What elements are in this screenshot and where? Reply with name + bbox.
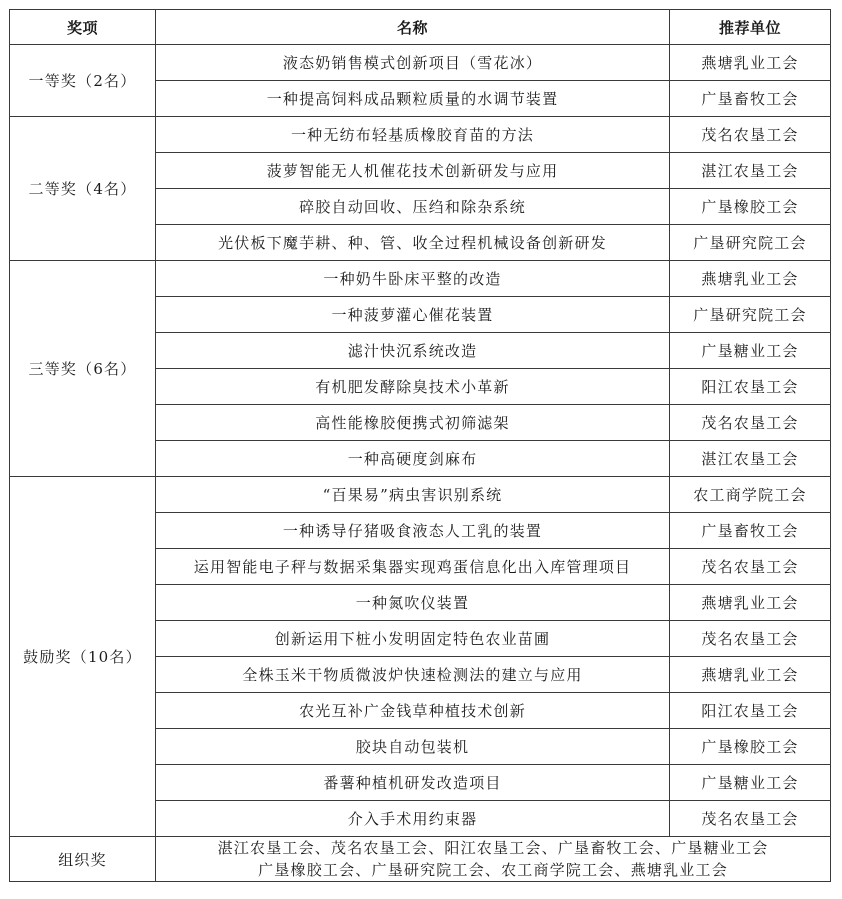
- recommending-unit-cell: 广垦研究院工会: [670, 225, 831, 261]
- project-name-cell: 有机肥发酵除臭技术小革新: [156, 369, 670, 405]
- organization-units: [156, 837, 831, 882]
- award-category-label: 鼓励奖（10名）: [10, 477, 156, 837]
- header-name: 名称: [156, 10, 670, 45]
- table-row: [10, 477, 831, 513]
- project-name-cell: 农光互补广金钱草种植技术创新: [156, 693, 670, 729]
- organization-units-line-1: 湛江农垦工会、茂名农垦工会、阳江农垦工会、广垦畜牧工会、广垦糖业工会: [217, 839, 769, 857]
- organization-units-line-2: 广垦橡胶工会、广垦研究院工会、农工商学院工会、燕塘乳业工会: [258, 861, 728, 879]
- project-name-cell: 番薯种植机研发改造项目: [156, 765, 670, 801]
- recommending-unit-cell: 广垦糖业工会: [670, 333, 831, 369]
- project-name-cell: 创新运用下桩小发明固定特色农业苗圃: [156, 621, 670, 657]
- awards-body: [10, 45, 831, 837]
- awards-table: [9, 9, 831, 882]
- recommending-unit-cell: 广垦橡胶工会: [670, 729, 831, 765]
- project-name-cell: 一种氮吹仪装置: [156, 585, 670, 621]
- recommending-unit-cell: 燕塘乳业工会: [670, 657, 831, 693]
- recommending-unit-cell: 广垦橡胶工会: [670, 189, 831, 225]
- recommending-unit-cell: 茂名农垦工会: [670, 801, 831, 837]
- recommending-unit-cell: 茂名农垦工会: [670, 621, 831, 657]
- project-name-cell: 一种诱导仔猪吸食液态人工乳的装置: [156, 513, 670, 549]
- recommending-unit-cell: 广垦糖业工会: [670, 765, 831, 801]
- project-name-cell: 胶块自动包装机: [156, 729, 670, 765]
- recommending-unit-cell: 农工商学院工会: [670, 477, 831, 513]
- recommending-unit-cell: 广垦畜牧工会: [670, 513, 831, 549]
- recommending-unit-cell: 湛江农垦工会: [670, 441, 831, 477]
- recommending-unit-cell: 阳江农垦工会: [670, 693, 831, 729]
- award-category-label: 三等奖（6名）: [10, 261, 156, 477]
- project-name-cell: 一种无纺布轻基质橡胶育苗的方法: [156, 117, 670, 153]
- award-category-label: 二等奖（4名）: [10, 117, 156, 261]
- recommending-unit-cell: 阳江农垦工会: [670, 369, 831, 405]
- project-name-cell: 一种菠萝灌心催花装置: [156, 297, 670, 333]
- recommending-unit-cell: 茂名农垦工会: [670, 405, 831, 441]
- recommending-unit-cell: 茂名农垦工会: [670, 117, 831, 153]
- project-name-cell: 滤汁快沉系统改造: [156, 333, 670, 369]
- table-row: [10, 261, 831, 297]
- project-name-cell: 液态奶销售模式创新项目（雪花冰）: [156, 45, 670, 81]
- project-name-cell: 全株玉米干物质微波炉快速检测法的建立与应用: [156, 657, 670, 693]
- header-row: [10, 10, 831, 45]
- project-name-cell: 一种高硬度剑麻布: [156, 441, 670, 477]
- recommending-unit-cell: 广垦研究院工会: [670, 297, 831, 333]
- award-category-label: 一等奖（2名）: [10, 45, 156, 117]
- project-name-cell: 介入手术用约束器: [156, 801, 670, 837]
- project-name-cell: 菠萝智能无人机催花技术创新研发与应用: [156, 153, 670, 189]
- table-row: [10, 45, 831, 81]
- organization-row: [10, 837, 831, 882]
- recommending-unit-cell: 茂名农垦工会: [670, 549, 831, 585]
- recommending-unit-cell: 广垦畜牧工会: [670, 81, 831, 117]
- organization-award-label: 组织奖: [10, 837, 156, 882]
- recommending-unit-cell: 燕塘乳业工会: [670, 261, 831, 297]
- recommending-unit-cell: 湛江农垦工会: [670, 153, 831, 189]
- project-name-cell: 运用智能电子秤与数据采集器实现鸡蛋信息化出入库管理项目: [156, 549, 670, 585]
- table-row: [10, 117, 831, 153]
- project-name-cell: 高性能橡胶便携式初筛滤架: [156, 405, 670, 441]
- project-name-cell: 一种奶牛卧床平整的改造: [156, 261, 670, 297]
- project-name-cell: 一种提高饲料成品颗粒质量的水调节装置: [156, 81, 670, 117]
- header-award: 奖项: [10, 10, 156, 45]
- header-unit: 推荐单位: [670, 10, 831, 45]
- project-name-cell: “百果易”病虫害识别系统: [156, 477, 670, 513]
- recommending-unit-cell: 燕塘乳业工会: [670, 585, 831, 621]
- recommending-unit-cell: 燕塘乳业工会: [670, 45, 831, 81]
- project-name-cell: 光伏板下魔芋耕、种、管、收全过程机械设备创新研发: [156, 225, 670, 261]
- project-name-cell: 碎胶自动回收、压绉和除杂系统: [156, 189, 670, 225]
